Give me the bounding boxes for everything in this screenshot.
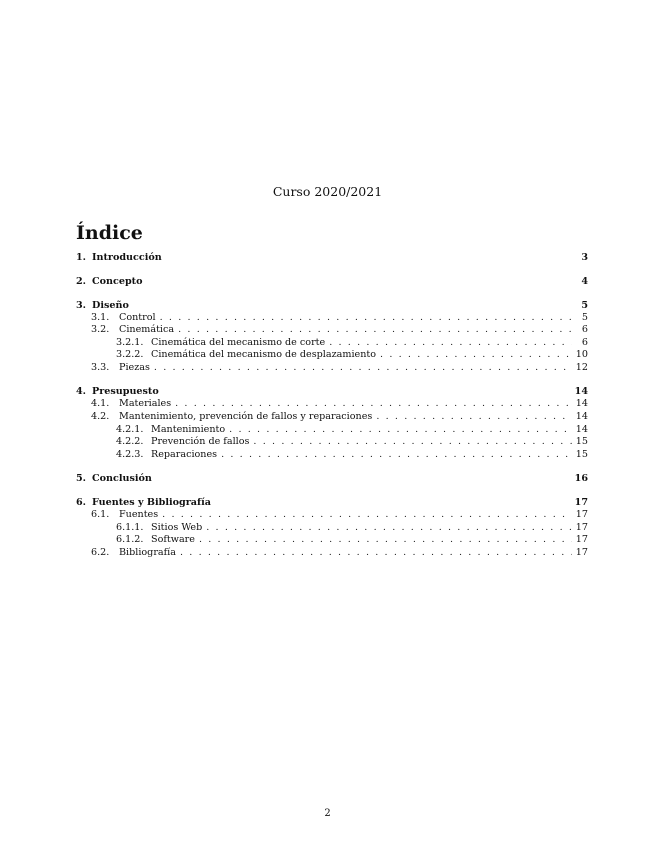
toc-dot-leader	[180, 547, 572, 560]
toc-entry[interactable]	[76, 534, 588, 547]
toc-entry[interactable]	[76, 411, 588, 424]
toc-dot-leader	[160, 312, 572, 325]
toc-entry-number: 5.	[76, 473, 87, 485]
toc-entry[interactable]	[76, 496, 588, 509]
toc-entry-page: 6	[581, 324, 588, 336]
toc-entry-label: Cinemática del mecanismo de corte	[151, 336, 326, 348]
toc-entry-label: Sitios Web	[151, 521, 203, 533]
toc-entry-label: Prevención de fallos	[151, 436, 250, 448]
toc-entry-label: Fuentes	[119, 508, 159, 520]
toc-entry-label: Control	[119, 311, 156, 323]
toc-entry-label: Mantenimiento, prevención de fallos y reparaciones	[119, 410, 373, 422]
toc-entry-page: 17	[575, 521, 588, 533]
toc-dot-leader	[162, 509, 572, 522]
toc-entry-page: 17	[575, 534, 588, 546]
toc-entry-page: 15	[575, 448, 588, 460]
toc-entry-page: 5	[581, 299, 588, 311]
toc-entry-label: Software	[151, 534, 195, 546]
toc-entry-number: 3.2.1.	[116, 336, 144, 348]
toc-entry-label: Piezas	[119, 361, 150, 373]
toc-entry-label: Mantenimiento	[151, 423, 226, 435]
toc-entry-page: 3	[581, 252, 588, 263]
toc-entry[interactable]	[76, 312, 588, 325]
table-of-contents	[76, 251, 588, 559]
toc-entry[interactable]	[76, 424, 588, 437]
toc-dot-leader	[329, 337, 572, 350]
toc-entry-number: 4.2.1.	[116, 423, 144, 435]
toc-entry[interactable]	[76, 385, 588, 398]
toc-entry-page: 12	[575, 361, 588, 373]
toc-dot-leader	[380, 349, 572, 362]
toc-entry[interactable]	[76, 337, 588, 350]
toc-entry[interactable]	[76, 449, 588, 462]
toc-entry-page: 14	[574, 386, 588, 398]
toc-entry-number: 2.	[76, 275, 87, 287]
toc-entry-label: Fuentes y Bibliografía	[92, 496, 212, 508]
toc-entry-number: 6.1.2.	[116, 534, 144, 546]
toc-dot-leader	[229, 424, 572, 437]
toc-entry-page: 14	[575, 410, 588, 422]
toc-entry-label: Reparaciones	[151, 448, 218, 460]
toc-entry-number: 6.	[76, 496, 87, 508]
toc-entry[interactable]	[76, 299, 588, 312]
toc-entry-label: Presupuesto	[92, 386, 159, 398]
toc-entry[interactable]	[76, 547, 588, 560]
toc-entry-number: 4.2.2.	[116, 436, 144, 448]
toc-entry-label: Conclusión	[92, 473, 152, 485]
toc-entry-number: 4.2.3.	[116, 448, 144, 460]
toc-entry[interactable]	[76, 349, 588, 362]
toc-entry-page: 16	[574, 473, 588, 485]
toc-entry[interactable]	[76, 324, 588, 337]
toc-dot-leader	[253, 436, 571, 449]
toc-entry-label: Diseño	[92, 299, 129, 311]
toc-entry[interactable]	[76, 362, 588, 375]
toc-entry-number: 3.1.	[91, 311, 110, 323]
toc-entry-number: 6.1.1.	[116, 521, 144, 533]
page-number: 2	[324, 808, 331, 819]
course-header: Curso 2020/2021	[272, 184, 383, 199]
toc-entry-number: 3.2.2.	[116, 349, 144, 361]
toc-dot-leader	[175, 398, 572, 411]
toc-entry-number: 3.3.	[91, 361, 110, 373]
toc-entry-number: 4.1.	[91, 398, 110, 410]
toc-entry-number: 1.	[76, 252, 87, 263]
toc-entry[interactable]	[76, 398, 588, 411]
toc-entry-label: Cinemática	[119, 324, 175, 336]
toc-entry-label: Concepto	[92, 275, 143, 287]
toc-entry-page: 15	[575, 436, 588, 448]
toc-entry-label: Cinemática del mecanismo de desplazamiento	[151, 349, 377, 361]
toc-entry-label: Materiales	[119, 398, 172, 410]
toc-entry-page: 10	[575, 349, 588, 361]
toc-dot-leader	[206, 522, 572, 535]
toc-entry[interactable]	[76, 275, 588, 288]
toc-entry-number: 6.2.	[91, 546, 110, 558]
toc-entry[interactable]	[76, 472, 588, 485]
toc-entry-label: Introducción	[92, 252, 162, 263]
toc-entry-label: Bibliografía	[119, 546, 176, 558]
toc-entry-page: 5	[581, 311, 588, 323]
toc-entry-page: 17	[575, 508, 588, 520]
toc-entry-page: 17	[575, 546, 588, 558]
toc-entry-number: 4.2.	[91, 410, 110, 422]
toc-entry[interactable]	[76, 436, 588, 449]
toc-entry-number: 3.	[76, 299, 87, 311]
toc-entry[interactable]	[76, 509, 588, 522]
toc-entry-number: 3.2.	[91, 324, 110, 336]
toc-entry-page: 4	[581, 275, 588, 287]
toc-entry-page: 17	[574, 496, 588, 508]
toc-dot-leader	[199, 534, 572, 547]
toc-entry-page: 14	[575, 398, 588, 410]
toc-dot-leader	[221, 449, 572, 462]
toc-dot-leader	[178, 324, 572, 337]
toc-dot-leader	[154, 362, 572, 375]
toc-entry[interactable]	[76, 522, 588, 535]
toc-entry-page: 6	[581, 336, 588, 348]
toc-entry[interactable]	[76, 251, 588, 264]
toc-entry-page: 14	[575, 423, 588, 435]
toc-entry-number: 6.1.	[91, 508, 110, 520]
toc-entry-number: 4.	[76, 386, 87, 398]
toc-dot-leader	[376, 411, 571, 424]
toc-title: Índice	[76, 222, 143, 244]
